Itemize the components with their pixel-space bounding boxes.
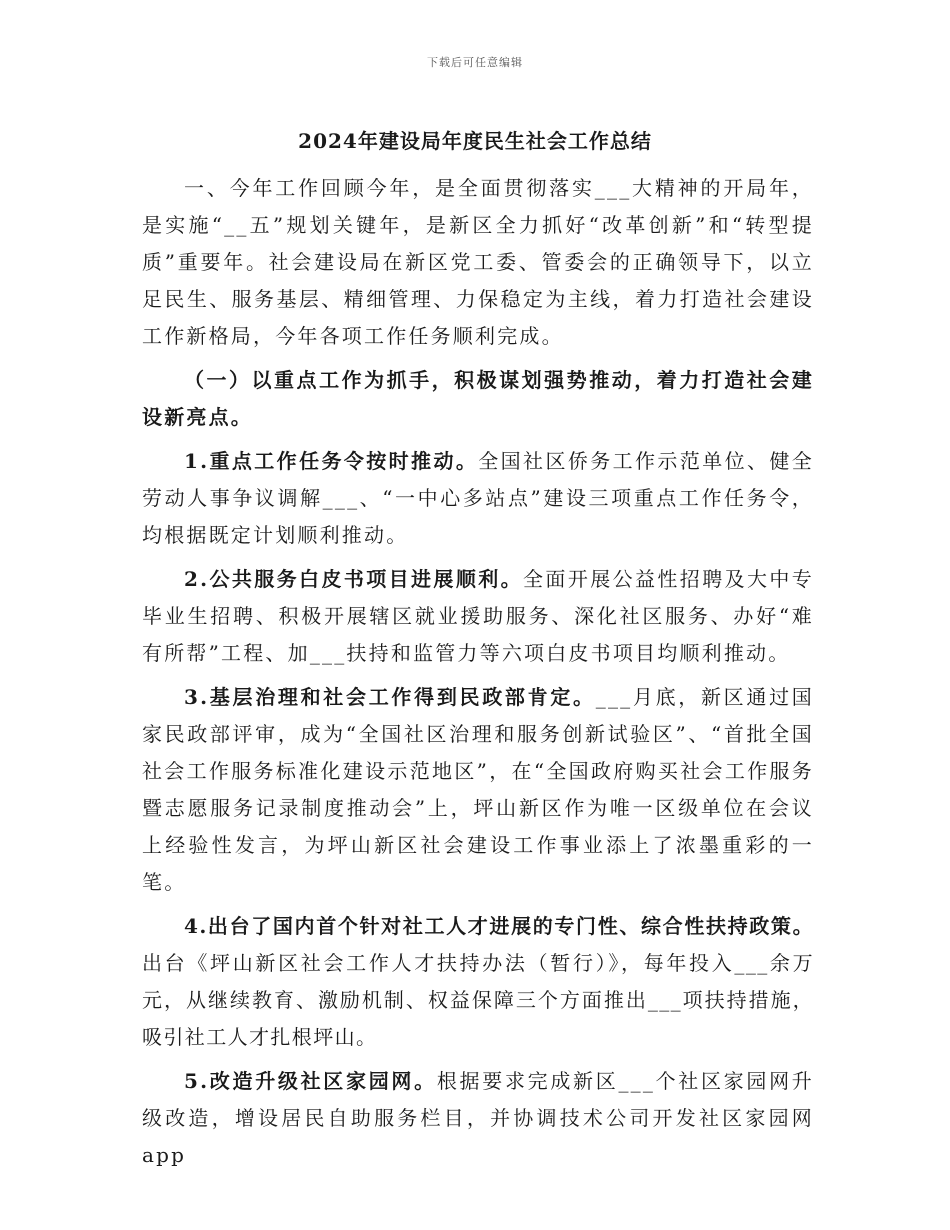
paragraph-item-4 [142, 908, 814, 1056]
paragraph-item-2 [142, 561, 814, 672]
paragraph-review-intro [142, 170, 814, 355]
item-heading: 4.出台了国内首个针对社工人才进展的专门性、综合性扶持政策。 [184, 914, 814, 938]
item-heading: 1.重点工作任务令按时推动。 [184, 449, 479, 473]
paragraph-item-3 [142, 679, 814, 901]
paragraph-text: 全面开展公益性招聘及大中专毕业生招聘、积极开展辖区就业援助服务、深化社区服务、办好“难有所帮”工程、加___扶持和监管力等六项白皮书项目均顺利推动。 [142, 567, 814, 665]
paragraph-item-5 [142, 1063, 814, 1174]
paragraph-text: 根据要求完成新区___个社区家园网升级改造，增设居民自助服务栏目，并协调技术公司开发社区家园网app [142, 1069, 814, 1167]
paragraph-text: 一、今年工作回顾今年，是全面贯彻落实___大精神的开局年，是实施“__五”规划关键年，是新区全力抓好“改革创新”和“转型提质”重要年。社会建设局在新区党工委、管委会的正确领导下，以立足民生、服务基层、精细管理、力保稳定为主线，着力打造社会建设工作新格局，今年各项工作任务顺利完成。 [142, 176, 814, 348]
paragraph-text: ___月底，新区通过国家民政部评审，成为“全国社区治理和服务创新试验区”、“首批全国社会工作服务标准化建设示范地区”，在“全国政府购买社会工作服务暨志愿服务记录制度推动会”上，坪山新区作为唯一区级单位在会议上经验性发言，为坪山新区社会建设工作事业添上了浓墨重彩的一笔。 [142, 685, 814, 894]
section-heading-text: （一）以重点工作为抓手，积极谋划强势推动，着力打造社会建设新亮点。 [142, 368, 814, 429]
section-heading-1 [142, 362, 814, 436]
item-heading: 5.改造升级社区家园网。 [184, 1069, 437, 1093]
paragraph-item-1 [142, 443, 814, 554]
document-title: 2024年建设局年度民生社会工作总结 [298, 129, 652, 153]
item-heading: 2.公共服务白皮书项目进展顺利。 [184, 567, 524, 591]
document-body [142, 170, 814, 1181]
item-heading: 3.基层治理和社会工作得到民政部肯定。 [184, 685, 596, 709]
paragraph-text: 出台《坪山新区社会工作人才扶持办法（暂行）》，每年投入___余万元，从继续教育、激励机制、权益保障三个方面推出___项扶持措施，吸引社工人才扎根坪山。 [142, 951, 814, 1049]
page-header: 下载后可任意编辑 [427, 56, 523, 69]
paragraph-text: 全国社区侨务工作示范单位、健全劳动人事争议调解___、“一中心多站点”建设三项重点工作任务令，均根据既定计划顺利推动。 [142, 449, 815, 547]
